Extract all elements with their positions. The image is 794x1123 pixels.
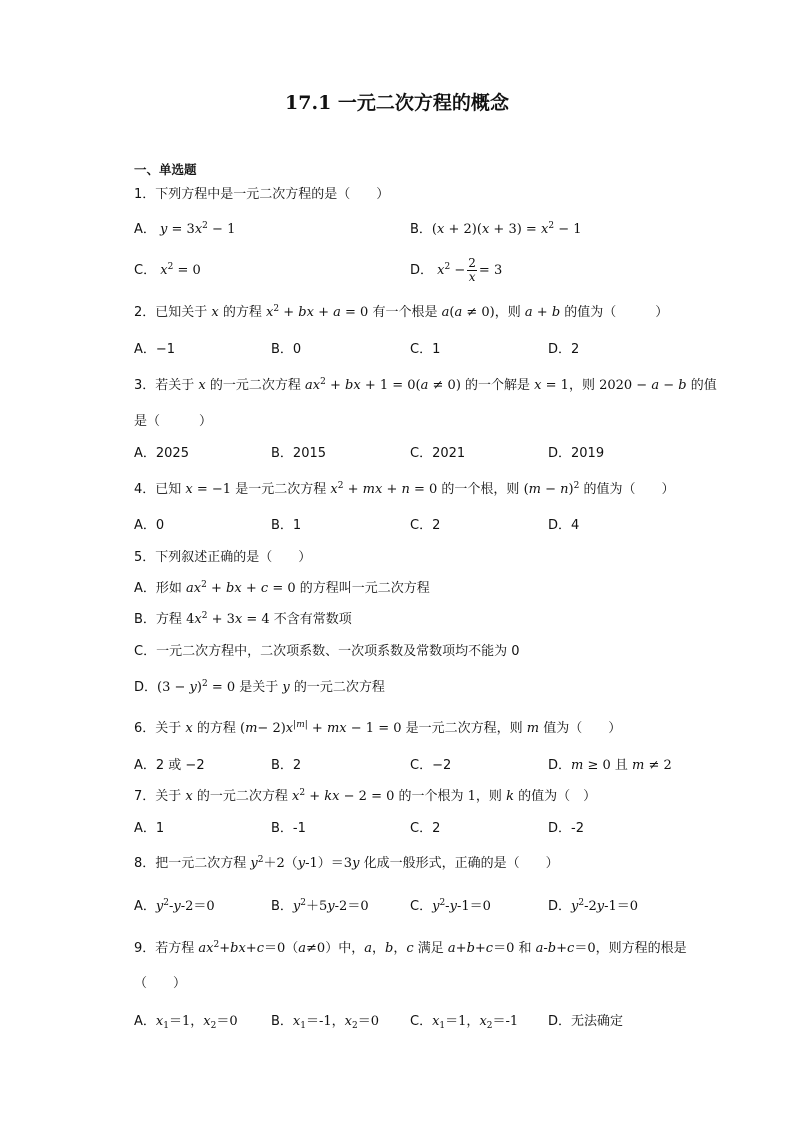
question-9-stem-cont: （ ） (134, 976, 187, 991)
option-b[interactable]: B．2 (271, 758, 302, 773)
question-2-stem: 2．已知关于 x 的方程 $x^2$ + bx + a = 0 有一个根是 a(a ≠ 0)，则 a + b 的值为（ ） (134, 304, 669, 320)
option-d[interactable]: D．m ≥ 0 且 m ≠ 2 (548, 758, 672, 773)
option-b[interactable]: B．$y^2+5y-2=0$ (271, 898, 369, 914)
question-3-stem-cont: 是（ ） (134, 414, 213, 429)
option-d[interactable]: D．$y^2-2y-1=0$ (548, 898, 639, 914)
option-a[interactable]: A．1 (134, 821, 165, 836)
option-b[interactable]: B．0 (271, 342, 302, 357)
option-a[interactable]: A．2025 (134, 446, 189, 461)
option-c[interactable]: C．$x_1=1$，$x_2=-1$ (410, 1014, 519, 1031)
option-a[interactable]: A．2 或 −2 (134, 758, 205, 773)
question-1-option-b[interactable]: B．$(x + 2)(x + 3) = x^2 - 1$ (410, 221, 582, 237)
option-c[interactable]: C．2021 (410, 446, 466, 461)
option-c[interactable]: C．1 (410, 342, 441, 357)
question-1-stem: 1．下列方程中是一元二次方程的是（ ） (134, 187, 390, 202)
option-a[interactable]: A．$y^2-y-2=0$ (134, 898, 215, 914)
question-7-stem: 7．关于 x 的一元二次方程 $x^2$ + kx − 2 = 0 的一个根为 1，则 k 的值为（ ） (134, 788, 597, 804)
option-c[interactable]: C．2 (410, 518, 441, 533)
question-1-option-d[interactable]: D． $x^2$ − $\frac{2}{x}$ = 3 (410, 256, 503, 284)
question-9-stem: 9．若方程 $ax^2+bx+c=0(a\ne 0)$中，a，b，c 满足 a+b+c＝0 和 a-b+c＝0，则方程的根是 (134, 940, 687, 956)
option-c[interactable]: C．−2 (410, 758, 452, 773)
option-b[interactable]: B．-1 (271, 821, 306, 836)
option-b[interactable]: B．$x_1=-1$，$x_2=0$ (271, 1014, 380, 1031)
option-d[interactable]: D．4 (548, 518, 580, 533)
question-6-stem: 6．关于 x 的方程 $(m- 2)x^{|m|}$ + mx − 1 = 0 是一元二次方程，则 m 值为（ ） (134, 720, 622, 736)
question-5-option-d[interactable]: D．$(3 - y)^2 = 0$ 是关于 y 的一元二次方程 (134, 679, 385, 695)
option-a[interactable]: A．−1 (134, 342, 176, 357)
question-1-option-c[interactable]: C． $x^2 = 0$ (134, 262, 201, 278)
question-5-option-a[interactable]: A．形如 $ax^2$ + bx + c = 0 的方程叫一元二次方程 (134, 580, 430, 596)
option-c[interactable]: C．2 (410, 821, 441, 836)
question-5-option-c[interactable]: C．一元二次方程中，二次项系数、一次项系数及常数项均不能为 0 (134, 644, 520, 659)
option-a[interactable]: A．$x_1=1$，$x_2=0$ (134, 1014, 238, 1031)
question-4-stem: 4．已知 x = −1 是一元二次方程 $x^2$ + mx + n = 0 的一个根，则 $(m - n)^2$ 的值为（ ） (134, 481, 675, 497)
option-b[interactable]: B．1 (271, 518, 302, 533)
option-d[interactable]: D．2 (548, 342, 580, 357)
question-5-stem: 5．下列叙述正确的是（ ） (134, 550, 312, 565)
option-d[interactable]: D．2019 (548, 446, 605, 461)
option-d[interactable]: D．-2 (548, 821, 584, 836)
fraction: $\frac{2}{x}$ (468, 256, 476, 284)
option-c[interactable]: C．$y^2-y-1=0$ (410, 898, 491, 914)
option-d[interactable]: D．无法确定 (548, 1014, 624, 1029)
question-8-stem: 8．把一元二次方程 $y^2+2(y-1)=3y$ 化成一般形式，正确的是（ ） (134, 855, 559, 871)
section-title: 一、单选题 (134, 162, 197, 177)
option-b[interactable]: B．2015 (271, 446, 327, 461)
page-title: 17.1 一元二次方程的概念 (285, 92, 509, 114)
question-3-stem: 3．若关于 x 的一元二次方程 $ax^2$ + bx + 1 = 0(a ≠ 0) 的一个解是 x = 1，则 2020 − a − b 的值 (134, 377, 717, 393)
option-a[interactable]: A．0 (134, 518, 165, 533)
question-1-option-a[interactable]: A． $y = 3x^2 - 1$ (134, 221, 236, 237)
question-5-option-b[interactable]: B．方程 $4x^2 + 3x = 4$ 不含有常数项 (134, 611, 352, 627)
